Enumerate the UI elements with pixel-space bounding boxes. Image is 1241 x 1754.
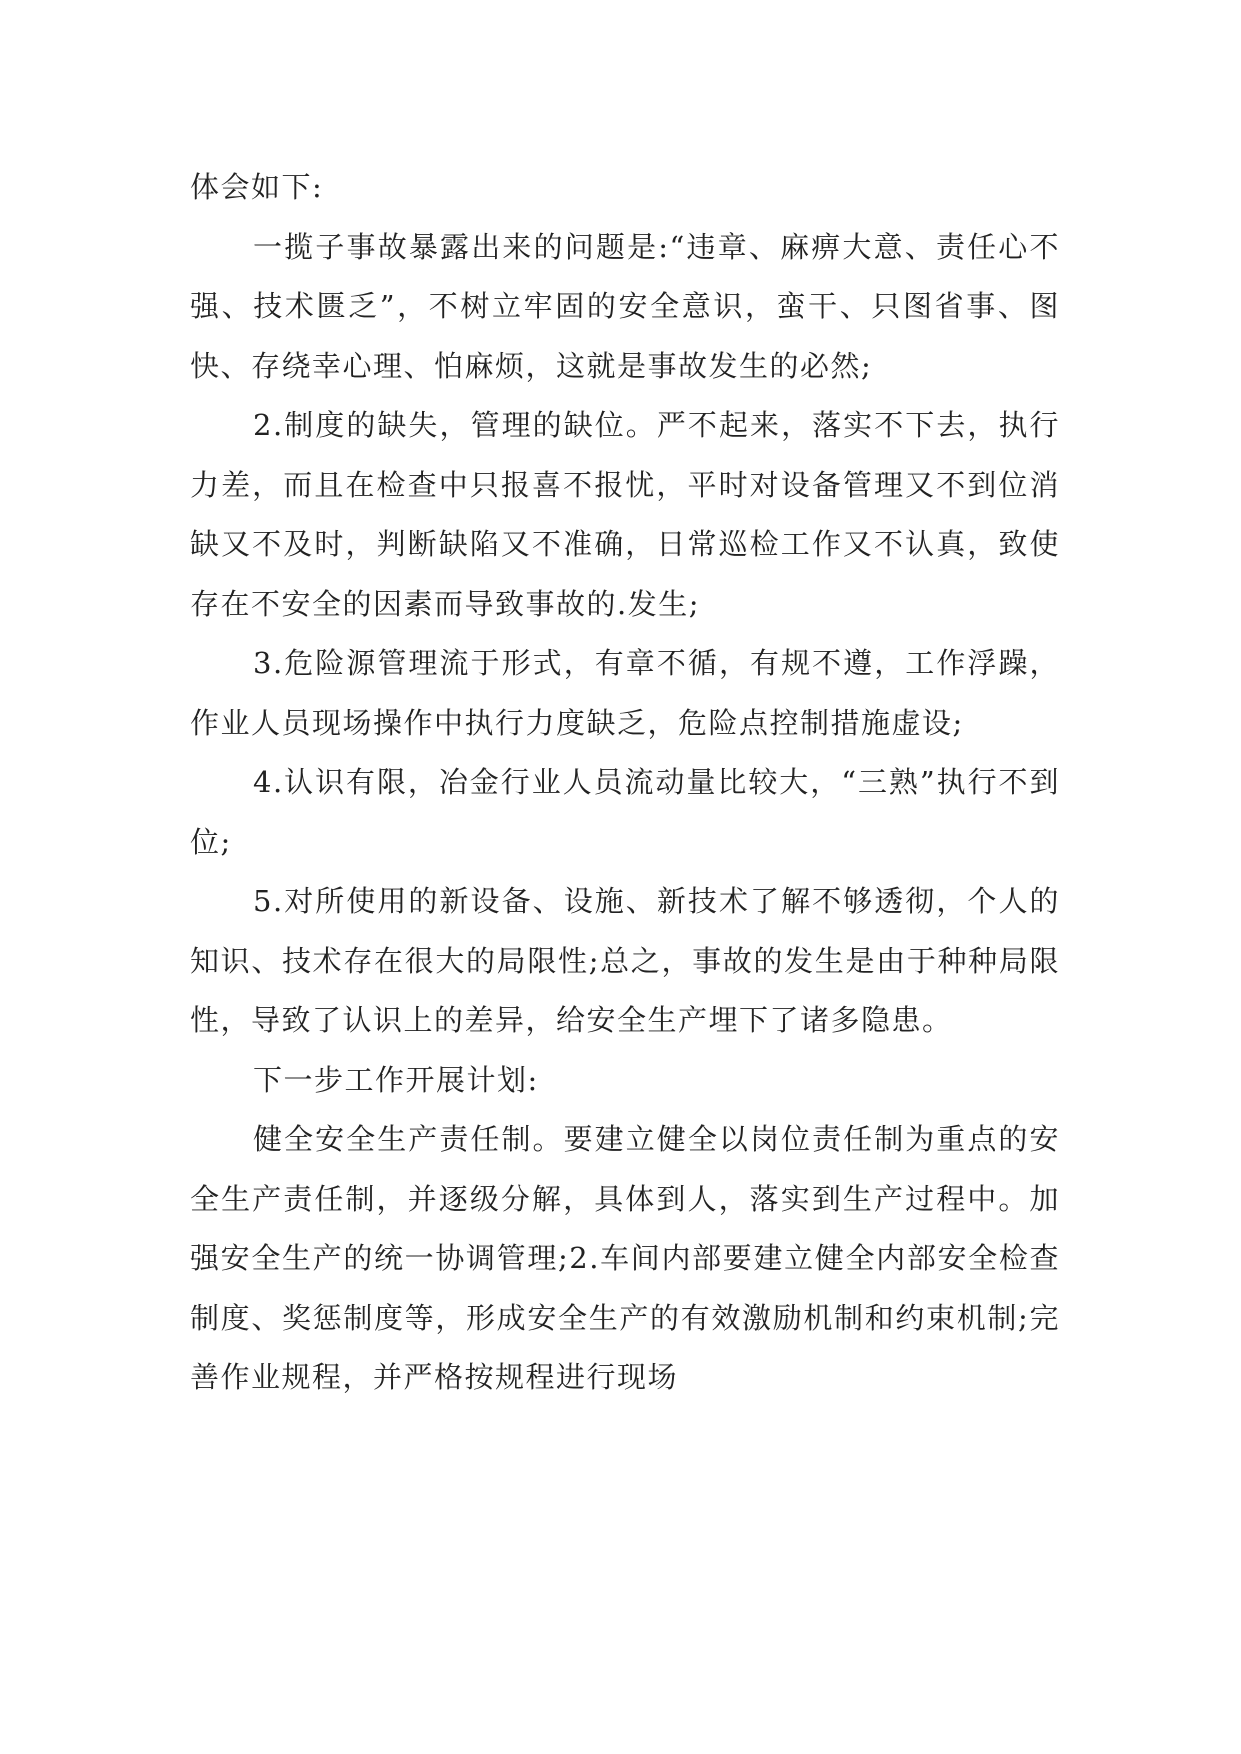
paragraph-intro: 体会如下: — [190, 170, 324, 204]
paragraph-problems: 一揽子事故暴露出来的问题是:“违章、麻痹大意、责任心不强、技术匮乏”，不树立牢固的安全意识，蛮干、只图省事、图快、存绕幸心理、怕麻烦，这就是事故发生的必然; — [190, 229, 1060, 383]
paragraph-plan-body: 健全安全生产责任制。要建立健全以岗位责任制为重点的安全生产责任制，并逐级分解，具体到人，落实到生产过程中。加强安全生产的统一协调管理;2.车间内部要建立健全内部安全检查制度、奖惩制度等，形成安全生产的有效激励机制和约束机制;完善作业规程，并严格按规程进行现场 — [190, 1122, 1060, 1394]
paragraph-item-4: 4.认识有限，冶金行业人员流动量比较大，“三熟”执行不到位; — [190, 765, 1060, 859]
paragraph-item-3: 3.危险源管理流于形式，有章不循，有规不遵，工作浮躁，作业人员现场操作中执行力度缺乏，危险点控制措施虚设; — [190, 646, 1060, 740]
document-body — [190, 158, 1060, 1408]
paragraph-item-2: 2.制度的缺失，管理的缺位。严不起来，落实不下去，执行力差，而且在检查中只报喜不报忧，平时对设备管理又不到位消缺又不及时，判断缺陷又不准确，日常巡检工作又不认真，致使存在不安全的因素而导致事故的.发生; — [190, 408, 1060, 621]
paragraph-plan-heading: 下一步工作开展计划: — [253, 1062, 539, 1097]
paragraph-item-5: 5.对所使用的新设备、设施、新技术了解不够透彻，个人的知识、技术存在很大的局限性;总之，事故的发生是由于种种局限性，导致了认识上的差异，给安全生产埋下了诸多隐患。 — [190, 884, 1060, 1037]
